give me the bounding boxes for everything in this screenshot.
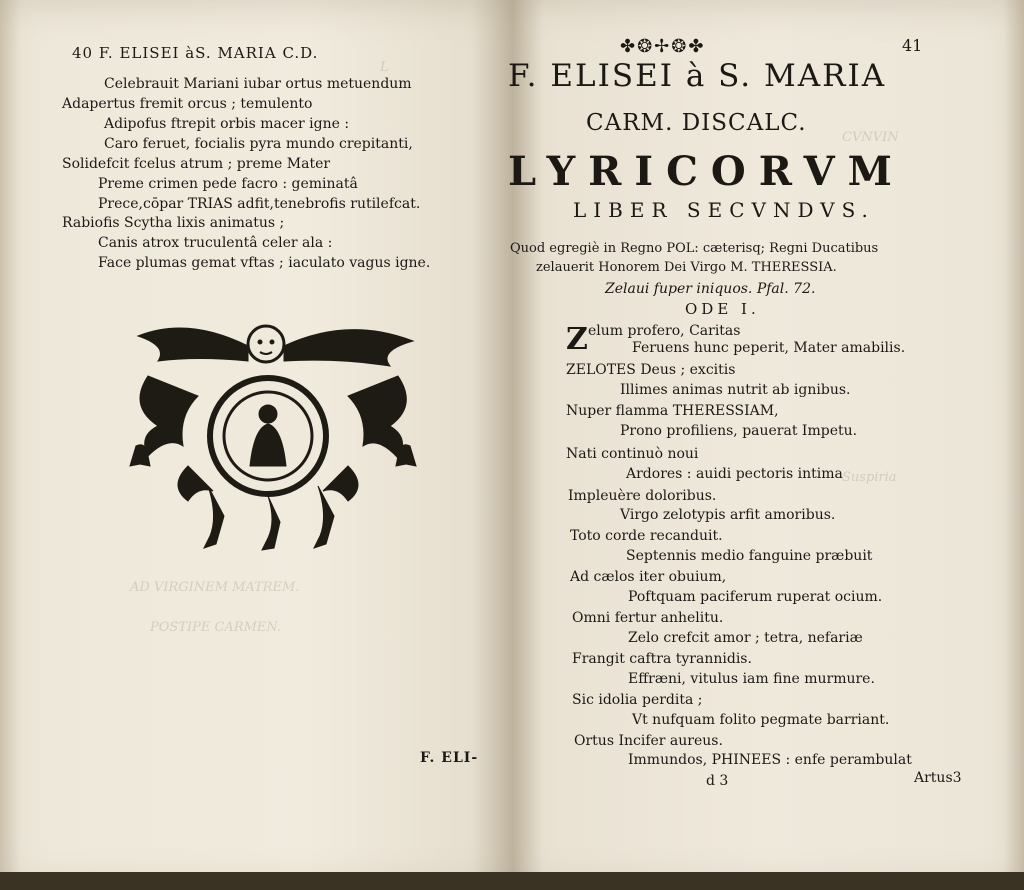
- verse-line: Caro feruet, focialis pyra mundo crepitanti,: [104, 136, 413, 152]
- verse-line: Canis atrox truculentâ celer ala :: [98, 235, 333, 251]
- verse-line: Sic idolia perdita ;: [572, 692, 703, 708]
- verse-line: Prono profiliens, pauerat Impetu.: [620, 423, 858, 439]
- page-number: 41: [902, 36, 923, 55]
- verse-line: Impleuère doloribus.: [568, 488, 717, 504]
- verse-line: Ortus Incifer aureus.: [574, 733, 723, 749]
- verse-line: elum profero, Caritas: [588, 323, 741, 339]
- psalm-epigraph: Zelaui fuper iniquos. Pfal. 72.: [605, 281, 816, 297]
- verse-line: Preme crimen pede facro : geminatâ: [98, 176, 358, 192]
- catchword: F. ELI-: [420, 750, 479, 766]
- bleed-through: AD VIRGINEM MATREM.: [130, 580, 300, 595]
- bleed-through: Suspiria: [842, 470, 897, 485]
- verse-line: Feruens hunc peperit, Mater amabilis.: [632, 340, 906, 356]
- angel-crest-woodcut-ornament: [128, 316, 418, 556]
- verse-line: Ardores : auidi pectoris intima: [626, 466, 843, 482]
- verse-line: Omni fertur anhelitu.: [572, 610, 724, 626]
- verse-line: Illimes animas nutrit ab ignibus.: [620, 382, 851, 398]
- drop-cap: Z: [566, 322, 588, 357]
- verse-line: Face plumas gemat vftas ; iaculato vagus igne.: [98, 255, 431, 271]
- ode-heading: ODE I.: [685, 300, 760, 318]
- book-edge: [0, 872, 1024, 890]
- verse-line: Effræni, vitulus iam fine murmure.: [628, 671, 875, 687]
- verse-line: Rabiofis Scytha lixis animatus ;: [62, 215, 285, 231]
- verse-line: Frangit caftra tyrannidis.: [572, 651, 752, 667]
- verse-line: Adipofus ftrepit orbis macer igne :: [104, 116, 350, 132]
- verse-line: Nuper flamma THERESSIAM,: [566, 403, 779, 419]
- verse-line: ZELOTES Deus ; excitis: [566, 362, 736, 378]
- verse-line: Poftquam paciferum ruperat ocium.: [628, 589, 883, 605]
- verse-line: Ad cælos iter obuium,: [570, 569, 727, 585]
- title-work: LYRICORVM: [508, 148, 905, 195]
- title-author: F. ELISEI à S. MARIA: [508, 58, 887, 94]
- signature-mark: d 3: [706, 773, 729, 789]
- verse-line: Celebrauit Mariani iubar ortus metuendum: [104, 76, 412, 92]
- bleed-through: CVNVIN: [842, 130, 899, 145]
- dedication-line: Quod egregiè in Regno POL: cæterisq; Regni Ducatibus: [510, 241, 879, 256]
- verse-line: Solidefcit fcelus atrum ; preme Mater: [62, 156, 331, 172]
- bleed-through: POSTIPE CARMEN.: [150, 620, 282, 635]
- verse-line: Septennis medio fanguine præbuit: [626, 548, 873, 564]
- verse-line: Prece,cōpar TRIAS adfit,tenebrofis rutilefcat.: [98, 196, 421, 212]
- verse-line: Vt nufquam folito pegmate barriant.: [632, 712, 890, 728]
- headpiece-ornament: ✤❂✢❂✤: [620, 36, 706, 57]
- catchword: Artus3: [914, 770, 962, 786]
- verse-line: Toto corde recanduit.: [570, 528, 723, 544]
- verse-line: Nati continuò noui: [566, 446, 699, 462]
- title-book: LIBER SECVNDVS.: [573, 198, 875, 222]
- title-order: CARM. DISCALC.: [586, 110, 807, 136]
- running-head: 40 F. ELISEI àS. MARIA C.D.: [72, 44, 319, 62]
- bleed-through: L: [380, 60, 389, 75]
- verse-line: Zelo crefcit amor ; tetra, nefariæ: [628, 630, 863, 646]
- verse-line: Adapertus fremit orcus ; temulento: [62, 96, 313, 112]
- verse-line: Virgo zelotypis arfit amoribus.: [620, 507, 836, 523]
- dedication-line: zelauerit Honorem Dei Virgo M. THERESSIA.: [536, 260, 837, 275]
- verse-line: Immundos, PHINEES : enfe perambulat: [628, 752, 912, 768]
